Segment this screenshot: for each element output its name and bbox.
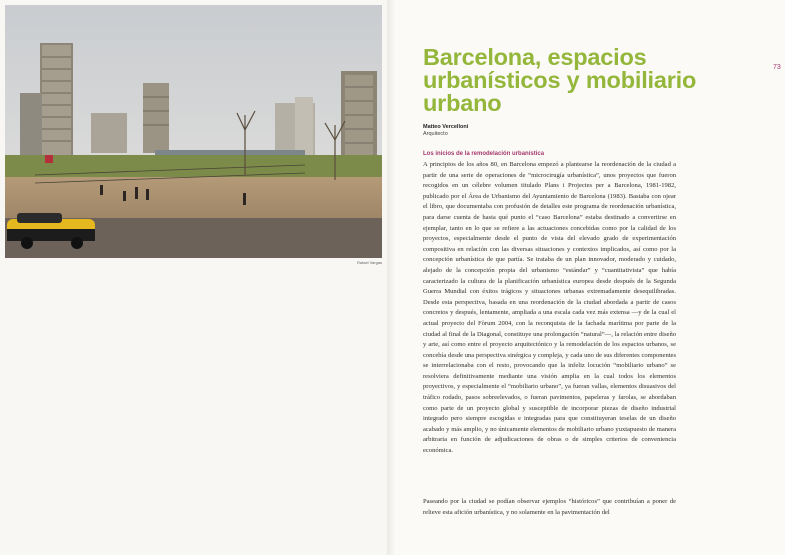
body-paragraph-1: A principios de los años 80, en Barcelona empezó a plantearse la reordenación de la ciudad a partir de una serie de operaciones de “microcirugía urbanística”, unos proyectos que fueron recogidos en un célebre volumen titulado Plans i Projectes per a Barcelona, 1981-1982, publicado por el Área de Urbanismo del Ayuntamiento de Barcelona (1983). Bastaba con ojear el libro, que documentaba con profusión de detalles este programa de reordenación urbanística, para darse cuenta de hasta qué punto el “caso Barcelona” estaba destinado a convertirse en ejemplar, tanto en lo que se refiere a las actuaciones concebidas como por la calidad de los proyectos, especialmente desde el punto de vista del elevado grado de experimentación compositiva en relación con las diversas situaciones y contextos implicados, así como por la concepción urbanística de que partía. Se trataba de un plan innovador, moderado y cuidado, alejado de la concepción propia del urbanismo “estándar” y “cuantitativista” que había caracterizado la cultura de la planificación urbanística europea desde después de la Segunda Guerra Mundial con éxitos trágicos y situaciones urbanas extremadamente desequilibradas. Desde esta perspectiva, basada en una reordenación de la ciudad abordada a partir de casos concretos y después, lentamente, ampliada a una escala cada vez más extensa —y de la cual el actual proyecto del Fòrum 2004, con la reconquista de la fachada marítima por parte de la ciudad al final de la Diagonal, constituye una prolongación “natural”—, la relación entre diseño y arte, así como entre el proyecto arquitectónico y la remodelación de los espacios urbanos, se concebía desde una perspectiva sinérgica y compleja, y cada uno de sus diferentes componentes se interrelacionaba con el resto, provocando que la infeliz locución “mobiliario urbano” se resolviera definitivamente mediante una visión amplia en la cual todos los elementos proyectivos, y especialmente el “mobiliario urbano”, ya fueran vallas, elementos disuasivos del tráfico rodado, pasos sobreelevados, o fueran pavimentos, papeleras y farolas, se abordaban como parte de un proyecto global y susceptible de incorporar piezas de diseño industrial integrado pero siempre escogidas e integradas para que constituyeran teselas de un diseño acabado y más amplio, y no únicamente elementos de mobiliario urbano yuxtapuesto de manera arbitraria en función de adjudicaciones de obras o de simples criterios de conveniencia económica. xyxy=(423,161,676,455)
page-number: 73 xyxy=(773,64,781,71)
section-heading: Los inicios de la remodelación urbanística xyxy=(423,151,545,157)
barcelona-waterfront-photo xyxy=(5,5,382,258)
author-name: Matteo Vercelloni xyxy=(423,124,469,130)
author-role: Arquitecto xyxy=(423,131,448,137)
photo-credit: Rafael Vargas xyxy=(357,260,383,265)
article-title: Barcelona, espacios urbanísticos y mobiliario urbano xyxy=(423,44,697,116)
body-paragraph-2: Paseando por la ciudad se podían observar ejemplos “históricos” que contribuían a poner de relieve esta afición urbanística, y no solamente en la pavimentación del xyxy=(423,498,676,516)
